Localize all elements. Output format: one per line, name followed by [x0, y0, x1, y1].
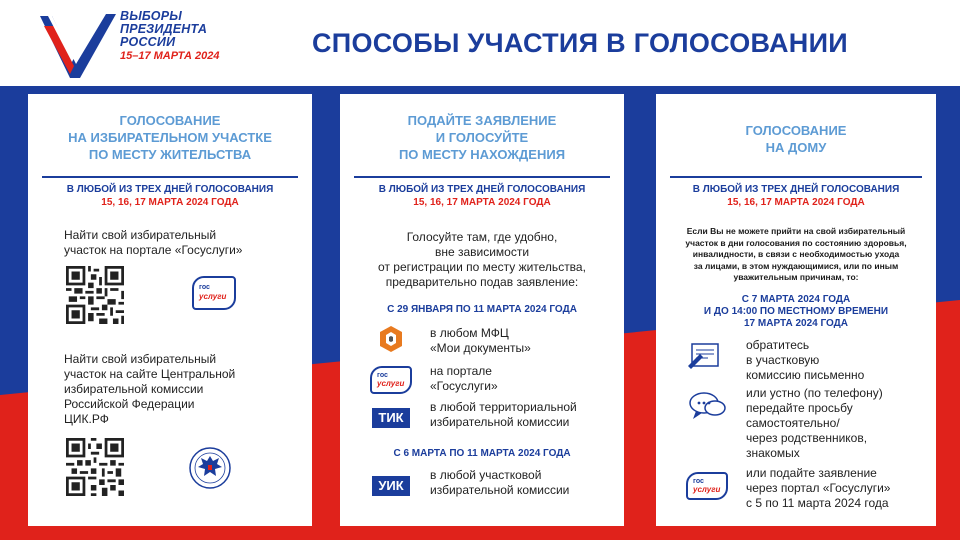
card1-title: [28, 112, 312, 163]
card2-uik: [430, 468, 569, 498]
text-line: передайте просьбу: [746, 401, 853, 415]
cik-emblem-icon: [188, 446, 232, 490]
card1-title-line: ПО МЕСТУ ЖИТЕЛЬСТВА: [88, 147, 252, 162]
text-line: избирательной комиссии: [430, 483, 570, 497]
text-line: ЦИК.РФ: [64, 412, 109, 426]
text-line: или подайте заявление: [746, 466, 877, 480]
text-line: за лицами, в этом нуждающимися, или по иным: [693, 260, 899, 271]
logo-line-2: ПРЕЗИДЕНТА: [120, 22, 208, 36]
elections-logo: [38, 10, 238, 82]
text-line: С 7 МАРТА 2024 ГОДА: [741, 294, 851, 305]
text-line: избирательной комиссии: [64, 382, 204, 396]
text-line: комиссию письменно: [746, 368, 865, 382]
card2-title-line: ПО МЕСТУ НАХОЖДЕНИЯ: [398, 147, 566, 162]
text-line: с 5 по 11 марта 2024 года: [746, 496, 889, 510]
text-line: через портал «Госуслуги»: [746, 481, 891, 495]
card3-deadline: [656, 294, 936, 330]
gosuslugi-logo-bottom: услуги: [693, 485, 721, 494]
card3-intro: [656, 226, 936, 284]
gosuslugi-logo-top: гос: [199, 284, 210, 291]
checkmark-flag-icon: [38, 12, 118, 82]
text-line: уважительным причинам, то:: [733, 272, 859, 282]
uik-badge: УИК: [372, 476, 410, 496]
logo-line-3: РОССИИ: [120, 35, 176, 49]
tik-badge: ТИК: [372, 408, 410, 428]
text-line: участок в дни голосования по состоянию здоровья,: [685, 237, 907, 248]
text-line: Найти свой избирательный: [64, 352, 217, 366]
card3-written: [746, 338, 864, 383]
text-line: в любой территориальной: [430, 400, 577, 414]
mfc-logo-icon: [376, 324, 406, 354]
text-line: в участковую: [746, 353, 820, 367]
text-line: Найти свой избирательный: [64, 228, 217, 242]
card1-find-cik: [64, 352, 235, 427]
gosuslugi-logo-top: гос: [693, 478, 704, 485]
card1-divider: [42, 176, 298, 178]
card3-title-line: НА ДОМУ: [765, 140, 827, 155]
card3-days-dates: 15, 16, 17 МАРТА 2024 ГОДА: [727, 197, 865, 208]
card2-intro: [340, 230, 624, 290]
qr-code-cik[interactable]: [66, 438, 124, 496]
text-line: самостоятельно/: [746, 416, 840, 430]
card2-days-label: В ЛЮБОЙ ИЗ ТРЕХ ДНЕЙ ГОЛОСОВАНИЯ: [378, 184, 586, 195]
text-line: Голосуйте там, где удобно,: [406, 230, 558, 244]
text-line: Российской Федерации: [64, 397, 195, 411]
card3-portal: [746, 466, 890, 511]
card2-title-line: ПОДАЙТЕ ЗАЯВЛЕНИЕ: [407, 113, 557, 128]
card2-mfc: [430, 326, 531, 356]
card1-title-line: НА ИЗБИРАТЕЛЬНОМ УЧАСТКЕ: [68, 130, 272, 145]
card1-days-label: В ЛЮБОЙ ИЗ ТРЕХ ДНЕЙ ГОЛОСОВАНИЯ: [66, 184, 274, 195]
text-line: участок на сайте Центральной: [64, 367, 236, 381]
text-line: в любой участковой: [430, 468, 542, 482]
card3-days-label: В ЛЮБОЙ ИЗ ТРЕХ ДНЕЙ ГОЛОСОВАНИЯ: [692, 184, 900, 195]
page-title: СПОСОБЫ УЧАСТИЯ В ГОЛОСОВАНИИ: [312, 28, 849, 58]
card2-period-1: С 29 ЯНВАРЯ ПО 11 МАРТА 2024 ГОДА: [387, 304, 577, 315]
card3-phone: [746, 386, 883, 461]
gosuslugi-logo: [686, 472, 728, 500]
text-line: избирательной комиссии: [430, 415, 570, 429]
text-line: от регистрации по месту жительства,: [378, 260, 586, 274]
text-line: «Госуслуги»: [430, 379, 498, 393]
text-line: в любом МФЦ: [430, 326, 509, 340]
card2-divider: [354, 176, 610, 178]
qr-code-gosuslugi[interactable]: [66, 266, 124, 324]
card1-days-dates: 15, 16, 17 МАРТА 2024 ГОДА: [101, 197, 239, 208]
card1-title-line: ГОЛОСОВАНИЕ: [119, 113, 221, 128]
card-home-voting: [656, 94, 936, 526]
text-line: 17 МАРТА 2024 ГОДА: [743, 318, 849, 329]
text-line: И ДО 14:00 ПО МЕСТНОМУ ВРЕМЕНИ: [703, 306, 889, 317]
card3-title: [656, 122, 936, 156]
card2-title: [340, 112, 624, 163]
text-line: знакомых: [746, 446, 800, 460]
gosuslugi-logo-top: гос: [377, 372, 388, 379]
text-line: Если Вы не можете прийти на свой избирательный: [686, 226, 906, 236]
text-line: обратитесь: [746, 338, 810, 352]
text-line: или устно (по телефону): [746, 386, 883, 400]
gosuslugi-logo: [192, 276, 236, 310]
text-line: предварительно подав заявление:: [385, 275, 579, 289]
card2-portal: [430, 364, 498, 394]
card-location-voting: [340, 94, 624, 526]
text-line: вне зависимости: [434, 245, 530, 259]
text-line: «Мои документы»: [430, 341, 531, 355]
card3-divider: [670, 176, 922, 178]
gosuslugi-logo-bottom: услуги: [377, 379, 405, 388]
text-line: через родственников,: [746, 431, 868, 445]
card2-tik: [430, 400, 577, 430]
phone-chat-icon: [688, 390, 728, 422]
text-line: инвалидности, в связи с необходимостью ухода: [692, 249, 900, 259]
written-application-icon: [686, 340, 726, 370]
text-line: участок на портале «Госуслуги»: [64, 243, 243, 257]
logo-line-1: ВЫБОРЫ: [120, 9, 182, 23]
card2-period-2: С 6 МАРТА ПО 11 МАРТА 2024 ГОДА: [393, 448, 571, 459]
gosuslugi-logo-bottom: услуги: [199, 292, 227, 301]
card2-title-line: И ГОЛОСУЙТЕ: [435, 130, 529, 145]
gosuslugi-logo: [370, 366, 412, 394]
text-line: на портале: [430, 364, 492, 378]
card2-days-dates: 15, 16, 17 МАРТА 2024 ГОДА: [413, 197, 551, 208]
logo-dates: 15–17 МАРТА 2024: [120, 50, 220, 62]
card3-title-line: ГОЛОСОВАНИЕ: [745, 123, 847, 138]
card1-find-gosuslugi: [64, 228, 242, 258]
card-polling-station: [28, 94, 312, 526]
